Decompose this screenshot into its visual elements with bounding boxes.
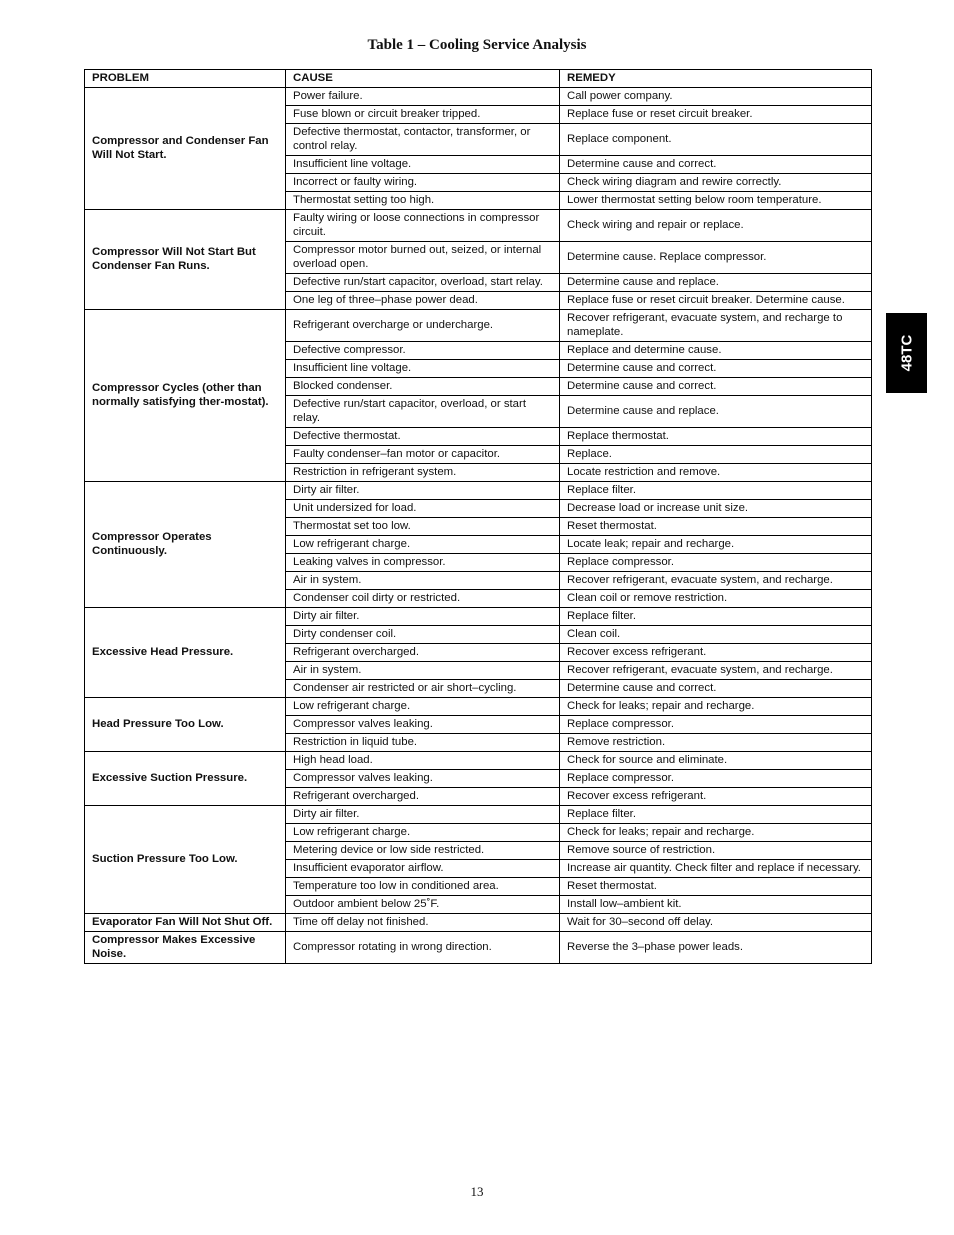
cause-cell: Defective thermostat. xyxy=(286,428,560,446)
remedy-cell: Determine cause and replace. xyxy=(560,274,872,292)
remedy-cell: Locate restriction and remove. xyxy=(560,464,872,482)
remedy-cell: Reset thermostat. xyxy=(560,518,872,536)
remedy-cell: Replace thermostat. xyxy=(560,428,872,446)
cause-cell: Air in system. xyxy=(286,662,560,680)
cause-cell: Refrigerant overcharged. xyxy=(286,644,560,662)
remedy-cell: Determine cause and correct. xyxy=(560,360,872,378)
cause-cell: Low refrigerant charge. xyxy=(286,698,560,716)
table-row xyxy=(85,310,872,342)
remedy-cell: Replace compressor. xyxy=(560,770,872,788)
cause-cell: Air in system. xyxy=(286,572,560,590)
table-row xyxy=(85,608,872,626)
cause-cell: Fuse blown or circuit breaker tripped. xyxy=(286,106,560,124)
problem-cell: Suction Pressure Too Low. xyxy=(85,806,286,914)
remedy-cell: Replace fuse or reset circuit breaker. Determine cause. xyxy=(560,292,872,310)
cause-cell: Defective compressor. xyxy=(286,342,560,360)
cause-cell: Defective run/start capacitor, overload, start relay. xyxy=(286,274,560,292)
cause-cell: Insufficient evaporator airflow. xyxy=(286,860,560,878)
header-remedy: REMEDY xyxy=(560,70,872,88)
header-cause: CAUSE xyxy=(286,70,560,88)
cause-cell: Restriction in refrigerant system. xyxy=(286,464,560,482)
cause-cell: Defective run/start capacitor, overload, or start relay. xyxy=(286,396,560,428)
remedy-cell: Replace filter. xyxy=(560,806,872,824)
remedy-cell: Reverse the 3–phase power leads. xyxy=(560,932,872,964)
cause-cell: Faulty condenser–fan motor or capacitor. xyxy=(286,446,560,464)
problem-cell: Excessive Head Pressure. xyxy=(85,608,286,698)
side-tab xyxy=(886,313,927,393)
problem-cell: Compressor Cycles (other than normally satisfying ther-mostat). xyxy=(85,310,286,482)
remedy-cell: Clean coil or remove restriction. xyxy=(560,590,872,608)
cause-cell: Outdoor ambient below 25˚F. xyxy=(286,896,560,914)
table-body xyxy=(85,88,872,964)
remedy-cell: Recover refrigerant, evacuate system, and recharge to nameplate. xyxy=(560,310,872,342)
cause-cell: Insufficient line voltage. xyxy=(286,156,560,174)
cause-cell: Refrigerant overcharged. xyxy=(286,788,560,806)
remedy-cell: Recover refrigerant, evacuate system, and recharge. xyxy=(560,572,872,590)
header-problem: PROBLEM xyxy=(85,70,286,88)
table-row xyxy=(85,482,872,500)
cause-cell: Compressor valves leaking. xyxy=(286,716,560,734)
remedy-cell: Recover excess refrigerant. xyxy=(560,788,872,806)
cause-cell: Blocked condenser. xyxy=(286,378,560,396)
remedy-cell: Determine cause and correct. xyxy=(560,156,872,174)
table-row xyxy=(85,806,872,824)
cause-cell: One leg of three–phase power dead. xyxy=(286,292,560,310)
cause-cell: Metering device or low side restricted. xyxy=(286,842,560,860)
cause-cell: Thermostat set too low. xyxy=(286,518,560,536)
problem-cell: Excessive Suction Pressure. xyxy=(85,752,286,806)
cooling-service-analysis-table xyxy=(84,69,872,964)
cause-cell: Incorrect or faulty wiring. xyxy=(286,174,560,192)
table-row xyxy=(85,752,872,770)
remedy-cell: Check for leaks; repair and recharge. xyxy=(560,698,872,716)
remedy-cell: Decrease load or increase unit size. xyxy=(560,500,872,518)
cause-cell: Low refrigerant charge. xyxy=(286,536,560,554)
remedy-cell: Recover refrigerant, evacuate system, and recharge. xyxy=(560,662,872,680)
table-row xyxy=(85,698,872,716)
problem-cell: Compressor Will Not Start But Condenser Fan Runs. xyxy=(85,210,286,310)
remedy-cell: Check wiring and repair or replace. xyxy=(560,210,872,242)
remedy-cell: Increase air quantity. Check filter and replace if necessary. xyxy=(560,860,872,878)
remedy-cell: Remove source of restriction. xyxy=(560,842,872,860)
problem-cell: Compressor Operates Continuously. xyxy=(85,482,286,608)
problem-cell: Evaporator Fan Will Not Shut Off. xyxy=(85,914,286,932)
remedy-cell: Replace and determine cause. xyxy=(560,342,872,360)
cause-cell: Refrigerant overcharge or undercharge. xyxy=(286,310,560,342)
problem-cell: Head Pressure Too Low. xyxy=(85,698,286,752)
remedy-cell: Replace filter. xyxy=(560,608,872,626)
cause-cell: Compressor valves leaking. xyxy=(286,770,560,788)
remedy-cell: Recover excess refrigerant. xyxy=(560,644,872,662)
side-tab-label: 48TC xyxy=(898,334,915,372)
cause-cell: High head load. xyxy=(286,752,560,770)
table-row xyxy=(85,932,872,964)
remedy-cell: Replace. xyxy=(560,446,872,464)
remedy-cell: Check for leaks; repair and recharge. xyxy=(560,824,872,842)
remedy-cell: Reset thermostat. xyxy=(560,878,872,896)
remedy-cell: Determine cause and replace. xyxy=(560,396,872,428)
remedy-cell: Replace compressor. xyxy=(560,554,872,572)
cause-cell: Time off delay not finished. xyxy=(286,914,560,932)
cause-cell: Dirty air filter. xyxy=(286,482,560,500)
remedy-cell: Replace filter. xyxy=(560,482,872,500)
cause-cell: Low refrigerant charge. xyxy=(286,824,560,842)
cause-cell: Dirty condenser coil. xyxy=(286,626,560,644)
page-number: 13 xyxy=(470,1184,484,1199)
cause-cell: Dirty air filter. xyxy=(286,806,560,824)
remedy-cell: Check for source and eliminate. xyxy=(560,752,872,770)
cause-cell: Dirty air filter. xyxy=(286,608,560,626)
cause-cell: Temperature too low in conditioned area. xyxy=(286,878,560,896)
table-row xyxy=(85,914,872,932)
table-row xyxy=(85,210,872,242)
remedy-cell: Check wiring diagram and rewire correctly. xyxy=(560,174,872,192)
cause-cell: Leaking valves in compressor. xyxy=(286,554,560,572)
remedy-cell: Install low–ambient kit. xyxy=(560,896,872,914)
remedy-cell: Wait for 30–second off delay. xyxy=(560,914,872,932)
cause-cell: Thermostat setting too high. xyxy=(286,192,560,210)
table-row xyxy=(85,88,872,106)
remedy-cell: Lower thermostat setting below room temperature. xyxy=(560,192,872,210)
remedy-cell: Replace fuse or reset circuit breaker. xyxy=(560,106,872,124)
remedy-cell: Call power company. xyxy=(560,88,872,106)
cause-cell: Insufficient line voltage. xyxy=(286,360,560,378)
problem-cell: Compressor and Condenser Fan Will Not Start. xyxy=(85,88,286,210)
remedy-cell: Determine cause and correct. xyxy=(560,378,872,396)
cause-cell: Defective thermostat, contactor, transformer, or control relay. xyxy=(286,124,560,156)
cause-cell: Restriction in liquid tube. xyxy=(286,734,560,752)
remedy-cell: Determine cause and correct. xyxy=(560,680,872,698)
cause-cell: Faulty wiring or loose connections in compressor circuit. xyxy=(286,210,560,242)
problem-cell: Compressor Makes Excessive Noise. xyxy=(85,932,286,964)
table-title: Table 1 – Cooling Service Analysis xyxy=(367,37,587,53)
cause-cell: Power failure. xyxy=(286,88,560,106)
cause-cell: Unit undersized for load. xyxy=(286,500,560,518)
cause-cell: Condenser coil dirty or restricted. xyxy=(286,590,560,608)
remedy-cell: Replace compressor. xyxy=(560,716,872,734)
cause-cell: Condenser air restricted or air short–cycling. xyxy=(286,680,560,698)
remedy-cell: Locate leak; repair and recharge. xyxy=(560,536,872,554)
remedy-cell: Replace component. xyxy=(560,124,872,156)
remedy-cell: Remove restriction. xyxy=(560,734,872,752)
remedy-cell: Clean coil. xyxy=(560,626,872,644)
cause-cell: Compressor rotating in wrong direction. xyxy=(286,932,560,964)
remedy-cell: Determine cause. Replace compressor. xyxy=(560,242,872,274)
table-header-row xyxy=(85,70,872,88)
cause-cell: Compressor motor burned out, seized, or internal overload open. xyxy=(286,242,560,274)
